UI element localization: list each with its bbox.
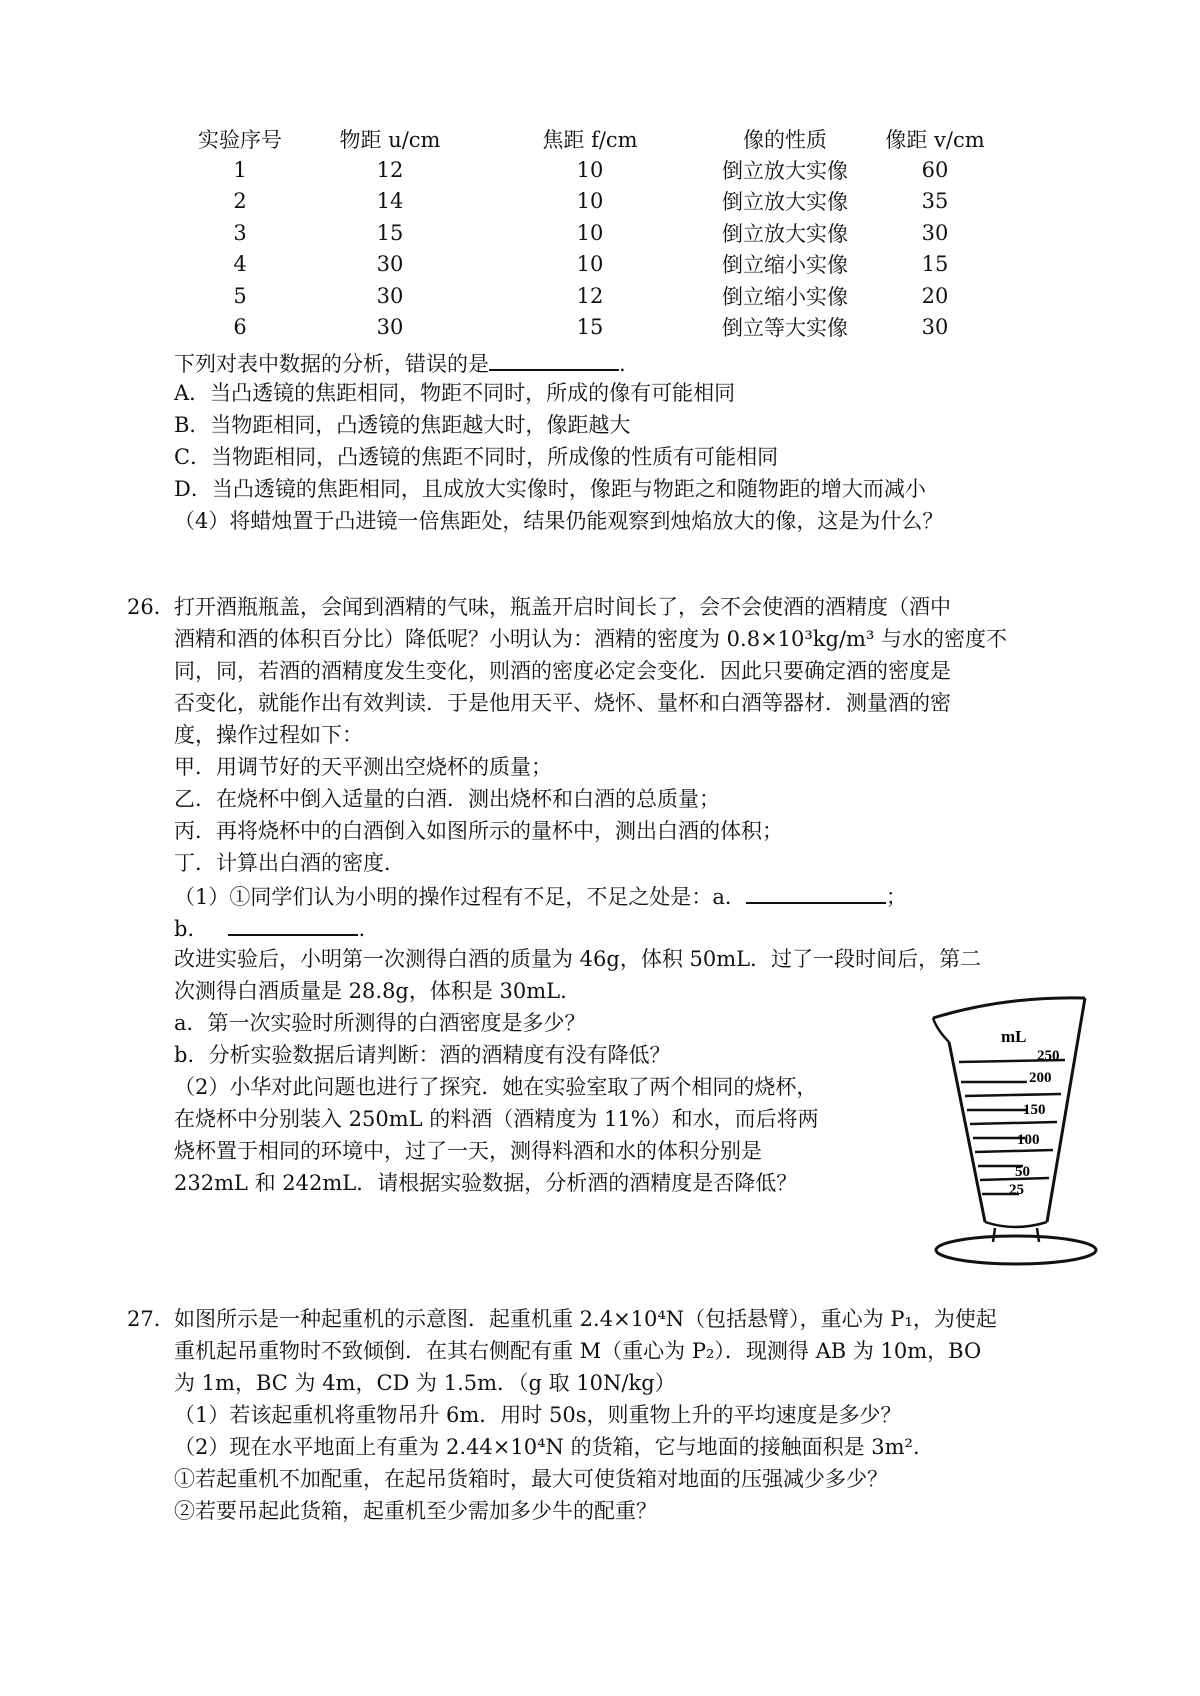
table-cell: 10: [576, 252, 604, 277]
cup-spout: [933, 1018, 949, 1042]
cup-unit-label: mL: [1001, 1027, 1027, 1046]
table-cell: 14: [376, 189, 404, 214]
cup-left-wall: [949, 1042, 985, 1222]
q26-number: 26．: [127, 595, 175, 619]
cup-mark-label: 50: [1015, 1164, 1030, 1180]
table-cell: 倒立缩小实像: [722, 284, 848, 309]
q26-intro-line: 度，操作过程如下：: [174, 723, 363, 747]
table-cell: 10: [576, 220, 604, 245]
cup-mark-label: 200: [1029, 1070, 1052, 1086]
q26-part2-line: （2）小华对此问题也进行了探究．她在实验室取了两个相同的烧杯，: [174, 1075, 818, 1099]
q26-intro-line: 否变化，就能作出有效判读．于是他用天平、烧怀、量杯和白酒等器材．测量酒的密: [174, 691, 951, 715]
table-cell: 30: [921, 220, 949, 245]
table-cell: 倒立缩小实像: [722, 253, 848, 278]
q26-step: 甲．用调节好的天平测出空烧杯的质量；: [174, 755, 552, 779]
q25-option-d: D．当凸透镜的焦距相同，且成放大实像时，像距与物距之和随物距的增大而减小: [174, 477, 926, 501]
q27-number: 27．: [127, 1307, 175, 1331]
q26-part1-end: ；: [885, 885, 907, 909]
table-cell: 3: [233, 220, 247, 245]
q26-part2-line: 烧杯置于相同的环境中，过了一天，测得料酒和水的体积分别是: [174, 1139, 762, 1163]
col-header-focal-length: 焦距 f/cm: [542, 128, 638, 152]
q26-part1-b-end: .: [358, 917, 366, 941]
table-cell: 15: [921, 252, 949, 277]
q26-data-line: 次测得白酒质量是 28.8g，体积是 30mL.: [174, 979, 567, 1003]
q27-intro-line: 如图所示是一种起重机的示意图．起重机重 2.4×10⁴N（包括悬臂），重心为 P₁，为使起: [174, 1307, 997, 1331]
table-cell: 30: [376, 315, 404, 340]
cup-mark-label: 150: [1023, 1102, 1046, 1118]
table-cell: 倒立放大实像: [722, 221, 848, 246]
q26-intro-line: 同，同，若酒的酒精度发生变化，则酒的密度必定会变化．因此只要确定酒的密度是: [174, 659, 951, 683]
q25-option-b: B．当物距相同，凸透镜的焦距越大时，像距越大: [174, 413, 631, 437]
table-cell: 20: [921, 283, 949, 308]
table-row: [190, 186, 990, 218]
q26-part1-b: b．: [174, 917, 209, 941]
q25-part4: （4）将蜡烛置于凸进镜一倍焦距处，结果仍能观察到烛焰放大的像，这是为什么？: [174, 509, 944, 533]
col-header-object-distance: 物距 u/cm: [339, 128, 441, 152]
q26-data-line: 改进实验后，小明第一次测得白酒的质量为 46g，体积 50mL．过了一段时间后，第二: [174, 947, 982, 971]
cup-bottom: [985, 1222, 1047, 1227]
q26-part1-b-line: [174, 912, 365, 944]
table-cell: 4: [233, 252, 247, 277]
cup-mark-label: 100: [1017, 1132, 1040, 1148]
table-row: [190, 312, 990, 344]
table-cell: 35: [921, 189, 949, 214]
table-cell: 12: [576, 283, 604, 308]
q26-part2-line: 232mL 和 242mL．请根据实验数据，分析酒的酒精度是否降低？: [174, 1171, 798, 1195]
table-cell: 15: [376, 220, 404, 245]
table-cell: 15: [576, 315, 604, 340]
answer-blank[interactable]: [228, 912, 358, 936]
q26-step: 丁．计算出白酒的密度．: [174, 851, 405, 875]
q26-part1: （1）①同学们认为小明的操作过程有不足，不足之处是：a．: [174, 885, 746, 909]
q27-part: （2）现在水平地面上有重为 2.44×10⁴N 的货箱，它与地面的接触面积是 3m².: [174, 1435, 920, 1459]
q26-step: 乙．在烧杯中倒入适量的白酒．测出烧杯和白酒的总质量；: [174, 787, 720, 811]
table-row: [190, 154, 990, 186]
table-cell: 60: [921, 157, 949, 182]
q27-part: ②若要吊起此货箱，起重机至少需加多少牛的配重？: [174, 1499, 657, 1523]
cup-right-wall: [1047, 998, 1085, 1222]
col-header-image-nature: 像的性质: [743, 128, 827, 152]
table-cell: 倒立等大实像: [722, 316, 848, 341]
cup-base: [936, 1236, 1096, 1264]
table-cell: 5: [233, 283, 247, 308]
table-row: [190, 217, 990, 249]
table-cell: 10: [576, 189, 604, 214]
col-header-image-distance: 像距 v/cm: [885, 128, 985, 152]
q27-intro-line: 为 1m，BC 为 4m，CD 为 1.5m．（g 取 10N/kg）: [174, 1371, 676, 1395]
table-cell: 30: [921, 315, 949, 340]
cup-mark-label: 25: [1009, 1182, 1024, 1198]
q25-prompt: 下列对表中数据的分析，错误的是: [174, 352, 489, 376]
table-header-row: [190, 124, 990, 154]
q27-part: （1）若该起重机将重物吊升 6m．用时 50s，则重物上升的平均速度是多少？: [174, 1403, 902, 1427]
measuring-cup-figure: [915, 990, 1105, 1270]
q26-intro-line: 打开酒瓶瓶盖，会闻到酒精的气味，瓶盖开启时间长了，会不会使酒的酒精度（酒中: [174, 595, 951, 619]
q26-part1-line: [174, 880, 907, 912]
answer-blank[interactable]: [746, 880, 886, 904]
q25-option-a: A．当凸透镜的焦距相同，物距不同时，所成的像有可能相同: [174, 381, 736, 405]
table-row: [190, 280, 990, 312]
table-cell: 倒立放大实像: [722, 158, 848, 183]
answer-blank[interactable]: [489, 347, 619, 371]
q25-prompt-line: [174, 347, 626, 379]
table-cell: 30: [376, 283, 404, 308]
q26-part2-line: 在烧杯中分别装入 250mL 的料酒（酒精度为 11%）和水，而后将两: [174, 1107, 819, 1131]
table-cell: 1: [233, 157, 247, 182]
q25-option-c: C．当物距相同，凸透镜的焦距不同时，所成像的性质有可能相同: [174, 445, 779, 469]
q27-intro-line: 重机起吊重物时不致倾倒．在其右侧配有重 M（重心为 P₂）．现测得 AB 为 10m，BO: [174, 1339, 982, 1363]
table-cell: 倒立放大实像: [722, 190, 848, 215]
table-cell: 12: [376, 157, 404, 182]
table-cell: 30: [376, 252, 404, 277]
experiment-table: [190, 124, 990, 343]
q27-part: ①若起重机不加配重，在起吊货箱时，最大可使货箱对地面的压强减少多少？: [174, 1467, 888, 1491]
col-header-index: 实验序号: [198, 128, 282, 152]
q26-sub-b: b．分析实验数据后请判断：酒的酒精度有没有降低？: [174, 1043, 671, 1067]
q26-step: 丙．再将烧杯中的白酒倒入如图所示的量杯中，测出白酒的体积；: [174, 819, 783, 843]
q25-prompt-end: .: [619, 352, 626, 376]
table-cell: 10: [576, 157, 604, 182]
table-cell: 6: [233, 315, 247, 340]
table-row: [190, 249, 990, 281]
q26-intro-line: 酒精和酒的体积百分比）降低呢？小明认为：酒精的密度为 0.8×10³kg/m³ 与水的密度不: [174, 627, 1008, 651]
table-cell: 2: [233, 189, 247, 214]
cup-mark-label: 250: [1037, 1048, 1060, 1064]
q26-sub-a: a．第一次实验时所测得的白酒密度是多少？: [174, 1011, 586, 1035]
cup-rim: [933, 998, 1085, 1018]
